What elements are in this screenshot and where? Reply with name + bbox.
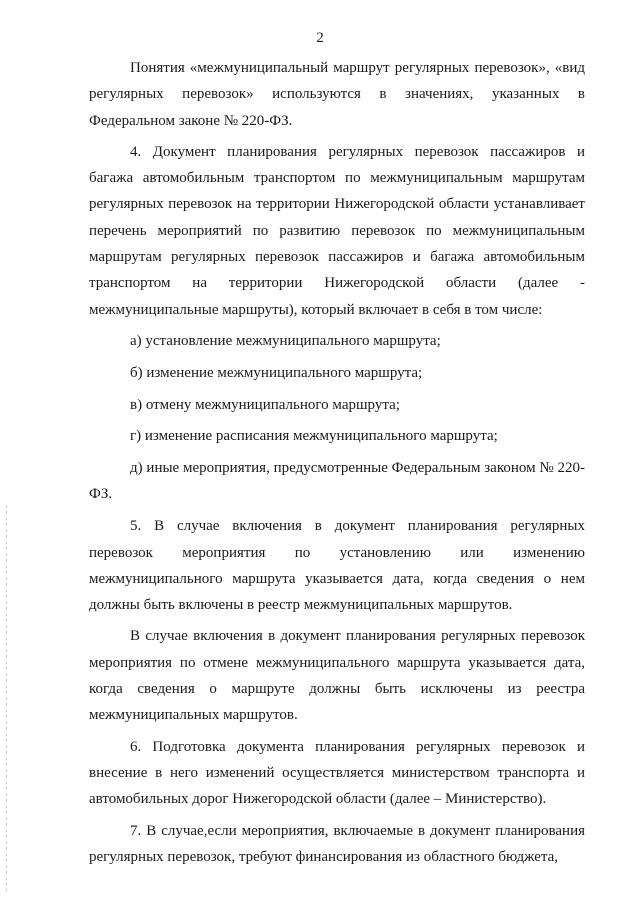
list-item-d: д) иные мероприятия, предусмотренные Федеральным законом № 220-ФЗ. bbox=[89, 460, 585, 503]
paragraph-6: 6. Подготовка документа планирования регулярных перевозок и внесение в него изменений осуществляется министерством транспорта и автомобильных дорог Нижегородской области (далее – Министерство). bbox=[89, 738, 585, 808]
list-item-a: а) установление межмуниципального маршрута; bbox=[130, 332, 441, 349]
paragraph-5-cont: В случае включения в документ планирования регулярных перевозок мероприятия по отмене межмуниципального маршрута указывается дата, когда сведения о маршруте должны быть исключены из реестра межмуниципальных маршрутов. bbox=[89, 628, 585, 724]
paragraph-definitions: Понятия «межмуниципальный маршрут регулярных перевозок», «вид регулярных перевозок» используются в значениях, указанных в Федеральном законе № 220-ФЗ. bbox=[89, 60, 585, 129]
document-body bbox=[89, 55, 585, 875]
list-item-v: в) отмену межмуниципального маршрута; bbox=[130, 396, 400, 413]
list-item-b: б) изменение межмуниципального маршрута; bbox=[130, 364, 423, 381]
scan-edge-artifact bbox=[6, 505, 7, 895]
list-item-g: г) изменение расписания межмуниципального маршрута; bbox=[130, 428, 498, 445]
paragraph-5: 5. В случае включения в документ планирования регулярных перевозок мероприятия по установлению или изменению межмуниципального маршрута указывается дата, когда сведения о нем должны быть включены в реестр межмуниципальных маршрутов. bbox=[89, 518, 585, 614]
paragraph-7: 7. В случае,если мероприятия, включаемые в документ планирования регулярных перевозок, требуют финансирования из областного бюджета, bbox=[89, 822, 585, 865]
page-number: 2 bbox=[316, 30, 324, 46]
paragraph-4: 4. Документ планирования регулярных перевозок пассажиров и багажа автомобильным транспортом по межмуниципальным маршрутам регулярных перевозок на территории Нижегородской области устанавливает перечень мероприятий по развитию перевозок по межмуниципальным маршрутам регулярных перевозок пассажиров и багажа автомобильным транспортом на территории Нижегородской области (далее - межмуниципальные маршруты), который включает в себя в том числе: bbox=[89, 143, 585, 318]
